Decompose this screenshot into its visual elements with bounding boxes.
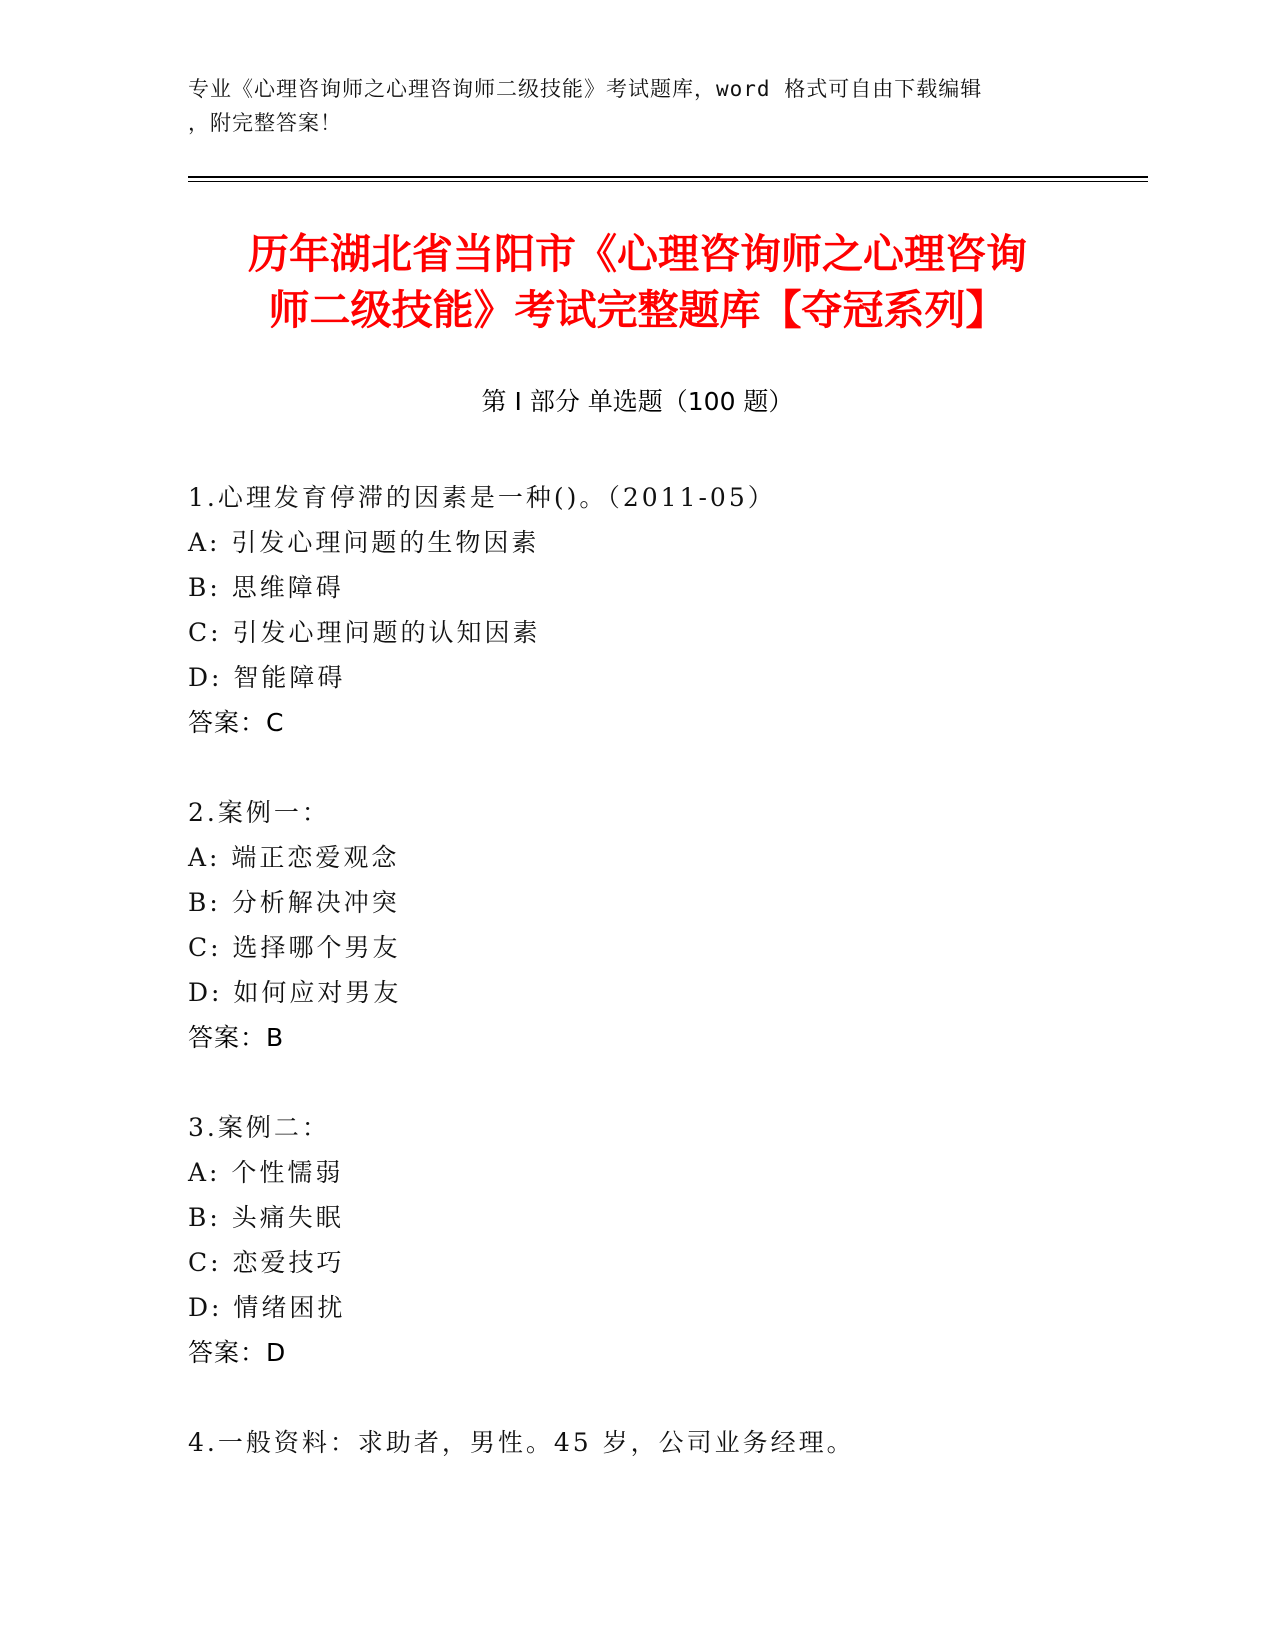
option-a: A: 个性懦弱 [188, 1158, 344, 1187]
document-title [150, 226, 1125, 338]
section-heading: 第 I 部分 单选题（100 题） [481, 387, 794, 416]
option-a: A: 引发心理问题的生物因素 [188, 528, 540, 557]
question-stem: 3.案例二： [188, 1113, 330, 1142]
header-divider-thick [188, 176, 1148, 178]
option-d: D: 情绪困扰 [188, 1293, 346, 1322]
answer: 答案：C [188, 708, 285, 737]
option-d: D: 智能障碍 [188, 663, 346, 692]
answer: 答案：B [188, 1023, 285, 1052]
option-d: D: 如何应对男友 [188, 978, 402, 1007]
question-stem: 4.一般资料：求助者，男性。45 岁，公司业务经理。 [188, 1428, 855, 1457]
document-title-line-1: 历年湖北省当阳市《心理咨询师之心理咨询 [248, 230, 1027, 278]
header-note-line-2: ，附完整答案！ [188, 111, 342, 135]
question-list [188, 475, 1148, 1510]
option-b: B: 思维障碍 [188, 573, 344, 602]
option-b: B: 头痛失眠 [188, 1203, 344, 1232]
header-note-line-1: 专业《心理咨询师之心理咨询师二级技能》考试题库，word 格式可自由下载编辑 [188, 77, 983, 101]
option-b: B: 分析解决冲突 [188, 888, 400, 917]
option-c: C: 恋爱技巧 [188, 1248, 345, 1277]
question-1 [188, 475, 1148, 745]
question-stem: 1.心理发育停滞的因素是一种()。（2011-05） [188, 483, 776, 512]
option-c: C: 选择哪个男友 [188, 933, 401, 962]
header-divider-thin [188, 181, 1148, 182]
option-c: C: 引发心理问题的认知因素 [188, 618, 541, 647]
answer: 答案：D [188, 1338, 287, 1367]
question-stem: 2.案例一： [188, 798, 330, 827]
document-title-line-2: 师二级技能》考试完整题库【夺冠系列】 [268, 286, 1007, 334]
question-2 [188, 790, 1148, 1060]
question-4 [188, 1420, 1148, 1465]
option-a: A: 端正恋爱观念 [188, 843, 400, 872]
question-3 [188, 1105, 1148, 1375]
header-note [188, 72, 1068, 140]
